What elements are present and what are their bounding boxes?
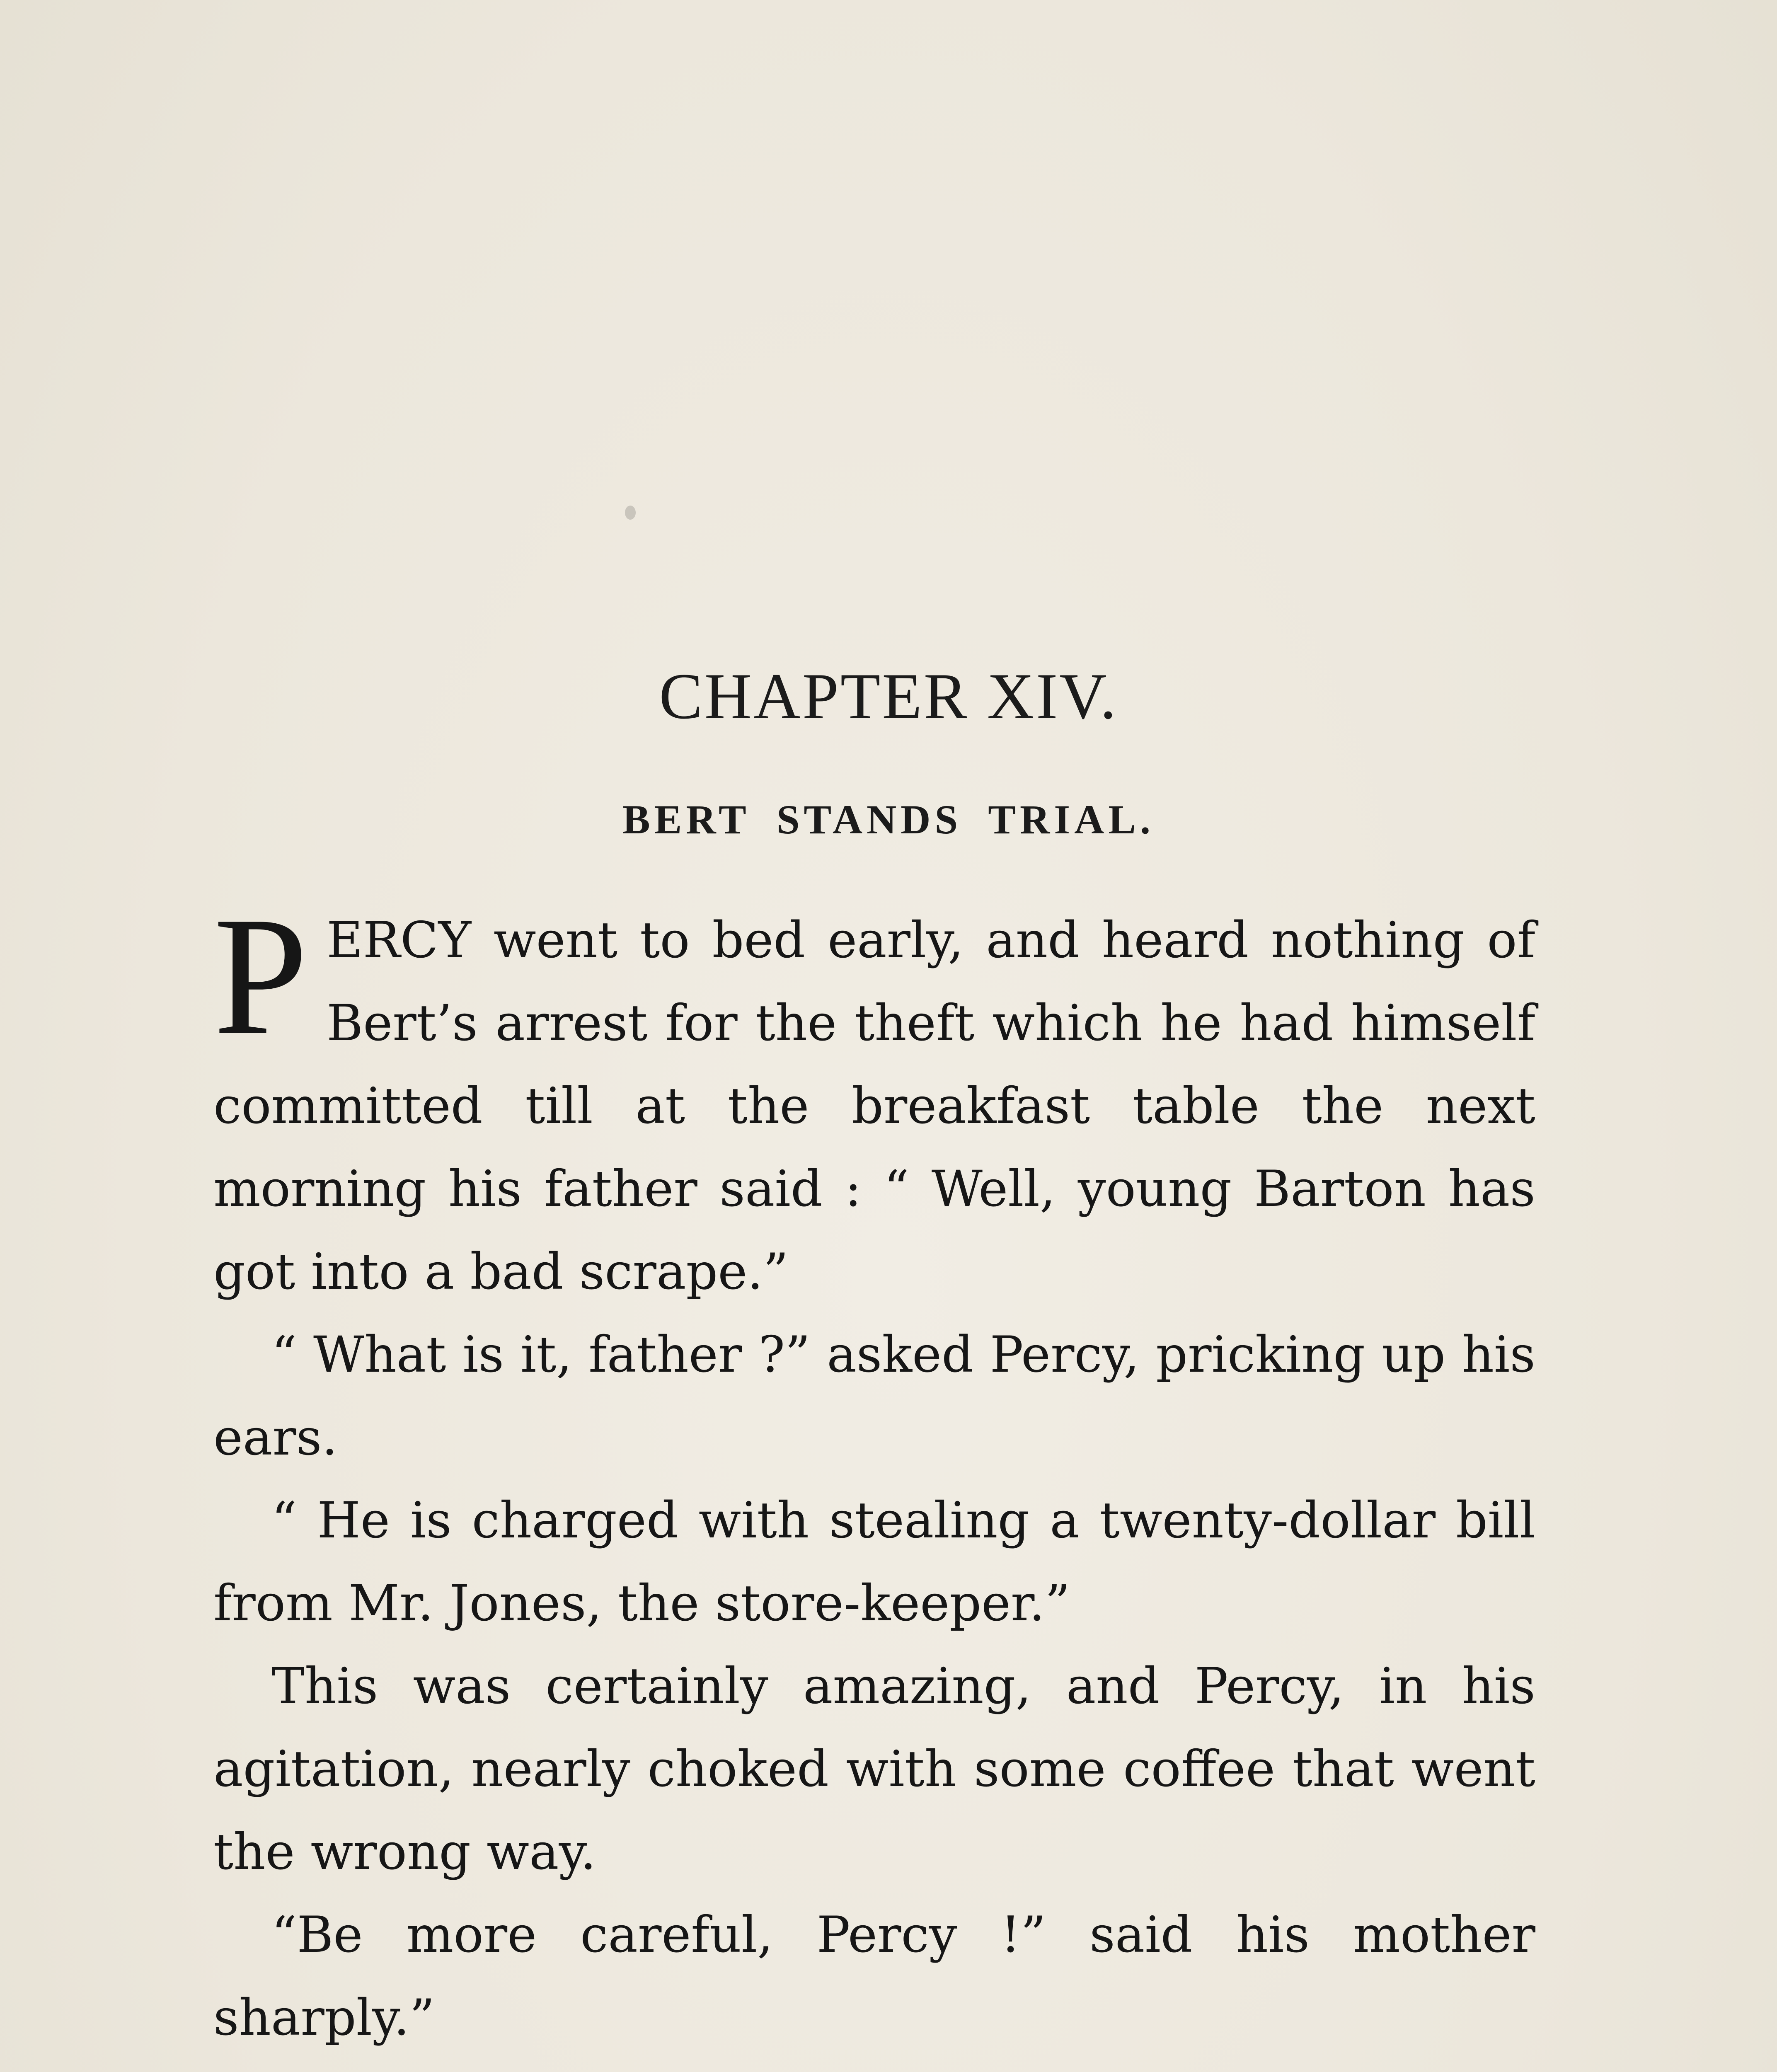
- paragraph: This was certainly amazing, and Percy, in his agitation, nearly choked with some coffee that went the wrong way.: [213, 1658, 1535, 1881]
- drop-cap: P: [213, 882, 308, 1070]
- paper-speck: [625, 506, 636, 520]
- paragraph: “Be more careful, Percy !” said his mother sharply.”: [213, 1906, 1535, 2047]
- chapter-title: CHAPTER XIV.: [659, 660, 1118, 733]
- paragraph: “ What is it, father ?” asked Percy, pricking up his ears.: [213, 1326, 1535, 1467]
- opening-paragraph-text: ERCY went to bed early, and heard nothing of Bert’s arrest for the theft which he had himself committed till at the breakfast table the next morning his father said : “ Well, young Barton has got into a bad scrape.”: [213, 912, 1535, 1301]
- opening-paragraph: [213, 882, 1535, 1314]
- chapter-subtitle: BERT STANDS TRIAL.: [622, 796, 1155, 842]
- paragraph: “ He is charged with stealing a twenty-dollar bill from Mr. Jones, the store-keeper.”: [213, 1492, 1535, 1632]
- chapter-body: [213, 882, 1535, 2072]
- paragraph: [213, 2060, 1535, 2072]
